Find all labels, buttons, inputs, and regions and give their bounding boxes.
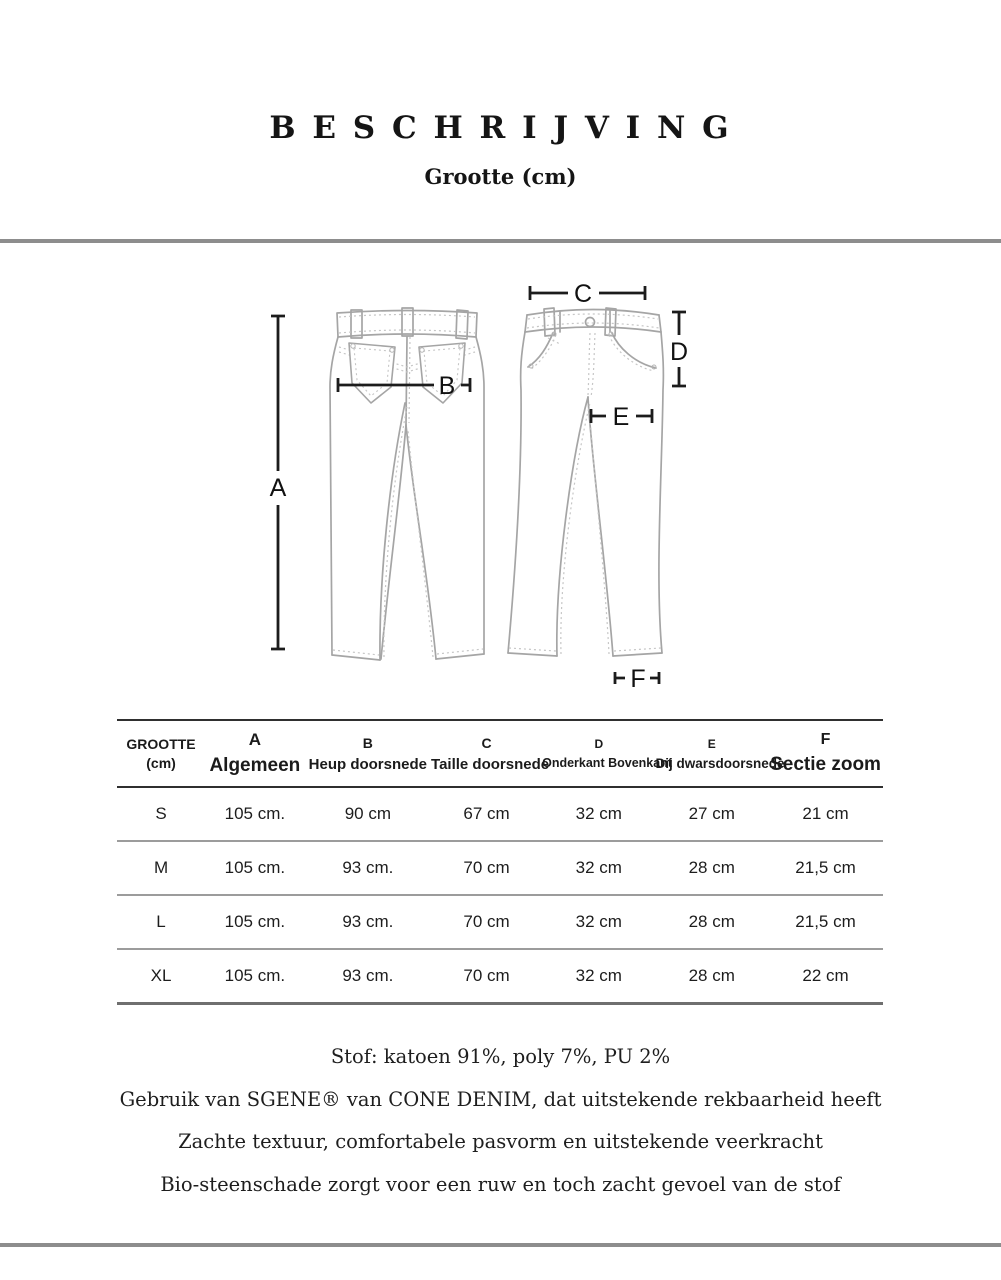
table-cell: 32 cm [575, 858, 622, 877]
table-cell: 105 cm. [224, 912, 286, 931]
header-label-c: Taille doorsnede [431, 755, 550, 773]
jeans-diagram-svg [250, 275, 720, 705]
table-cell: 70 cm [463, 965, 510, 985]
header-col-c [431, 720, 550, 787]
header-label-a: Algemeen [209, 755, 301, 776]
label-b: B [438, 372, 456, 400]
size-cell: M [153, 858, 169, 877]
bottom-divider [0, 1243, 1001, 1247]
table-cell: 105 cm. [224, 965, 286, 985]
jeans-front-view [508, 308, 663, 656]
top-divider [0, 239, 1001, 243]
table-cell: 93 cm. [342, 858, 394, 877]
header-letter-c: C [481, 734, 492, 751]
description-line: Gebruik van SGENE® van CONE DENIM, dat uitstekende rekbaarheid heeft [119, 1087, 882, 1111]
header-grootte-line1: GROOTTE [126, 735, 196, 752]
header-label-e: Dij dwarsdoorsnede [655, 755, 785, 771]
table-cell: 70 cm [463, 912, 510, 931]
table-cell: 67 cm [463, 804, 510, 823]
header-col-a [205, 720, 305, 787]
table-cell: 28 cm [688, 965, 735, 985]
table-cell: 28 cm [688, 858, 735, 877]
table-cell: 22 cm [802, 965, 849, 985]
table-cell: 105 cm. [224, 804, 286, 823]
label-e: E [612, 403, 630, 431]
header-col-f [768, 720, 883, 787]
header-col-d [542, 720, 672, 787]
fabric-description [0, 1036, 1001, 1206]
label-a: A [269, 474, 287, 502]
table-cell: 21,5 cm [795, 858, 856, 877]
table-row-l [117, 895, 883, 949]
description-line: Bio-steenschade zorgt voor een ruw en toch zacht gevoel van de stof [160, 1172, 841, 1196]
size-cell: L [156, 912, 166, 931]
table-cell: 93 cm. [342, 965, 394, 985]
description-line: Zachte textuur, comfortabele pasvorm en uitstekende veerkracht [178, 1130, 823, 1153]
header-col-b [305, 720, 431, 787]
jeans-back-view [330, 308, 484, 660]
table-cell: 32 cm [575, 965, 622, 985]
size-cell: S [155, 804, 167, 823]
label-c: C [573, 280, 593, 308]
table-cell: 90 cm [344, 804, 391, 823]
size-table-section [117, 719, 883, 1005]
size-table [117, 719, 883, 1005]
label-f: F [630, 665, 646, 693]
table-cell: 32 cm [575, 804, 622, 823]
page-title: B E S C H R I J V I N G [269, 110, 732, 146]
header-letter-b: B [362, 734, 373, 751]
header-letter-f: F [820, 731, 831, 748]
header-label-f: Sectie zoom [770, 754, 881, 775]
table-cell: 28 cm [688, 912, 735, 931]
header-letter-d: D [594, 737, 604, 751]
size-table-header-row [117, 720, 883, 787]
header-label-d: Onderkant Bovenkant [542, 756, 672, 770]
table-row-s [117, 787, 883, 841]
page-subtitle: Grootte (cm) [424, 164, 577, 189]
header-label-b: Heup doorsnede [308, 755, 428, 773]
table-cell: 93 cm. [342, 912, 394, 931]
table-cell: 27 cm [688, 804, 735, 823]
table-cell: 21,5 cm [795, 912, 856, 931]
description-line: Stof: katoen 91%, poly 7%, PU 2% [330, 1045, 671, 1068]
header-letter-e: E [707, 736, 716, 751]
jeans-measurement-diagram [250, 275, 720, 705]
header-grootte [117, 720, 205, 787]
table-cell: 105 cm. [224, 858, 286, 877]
table-cell: 70 cm [463, 858, 510, 877]
table-row-xl [117, 949, 883, 1003]
label-d: D [669, 338, 689, 366]
header-letter-a: A [248, 730, 261, 749]
table-cell: 32 cm [575, 912, 622, 931]
table-cell: 21 cm [802, 804, 849, 823]
table-row-m [117, 841, 883, 895]
header-grootte-line2: (cm) [146, 754, 176, 771]
header-col-e [655, 720, 785, 787]
size-cell: XL [150, 965, 172, 985]
